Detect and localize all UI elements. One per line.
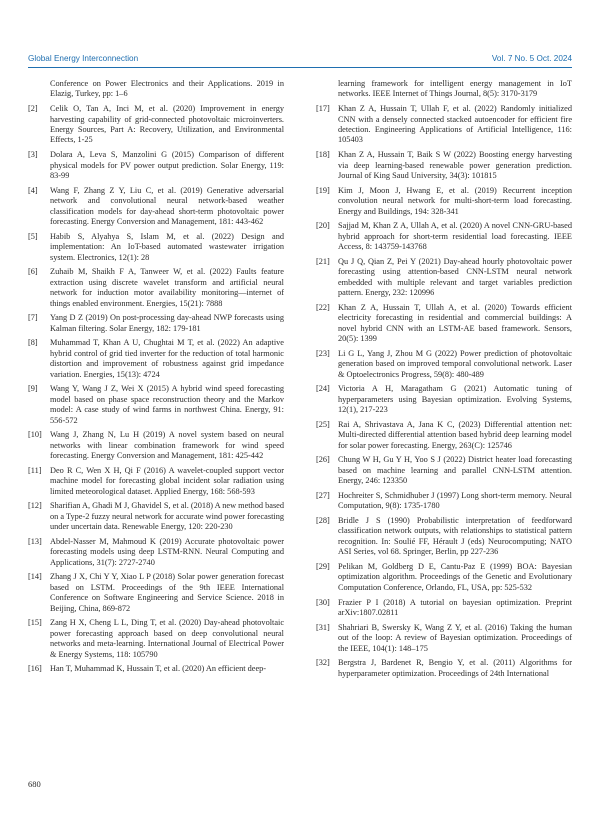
reference-entry <box>316 150 572 181</box>
reference-text: Sajjad M, Khan Z A, Ullah A, et al. (2020) A novel CNN-GRU-based hybrid approach for short-term residential load forecasting. IEEE Access, 8: 143759-143768 <box>338 221 572 252</box>
reference-entry <box>316 104 572 146</box>
reference-number: [23] <box>316 348 330 358</box>
reference-entry <box>28 384 284 426</box>
reference-entry <box>28 104 284 146</box>
reference-text: Muhammad T, Khan A U, Chughtai M T, et al. (2022) An adaptive hybrid control of grid tied inverter for the reduction of total harmonic distortion and improvement of robustness against grid impedance variation. Energies, 15(13): 4724 <box>50 338 284 379</box>
reference-text: Zuhaib M, Shaikh F A, Tanweer W, et al. (2022) Faults feature extraction using discrete wavelet transform and artificial neural network for induction motor availability monitoring—internet of things enabled environment. Energies, 15(21): 7888 <box>50 267 284 308</box>
reference-entry <box>316 623 572 654</box>
reference-text: Zhang J X, Chi Y Y, Xiao L P (2018) Solar power generation forecast based on LSTM. Proceedings of the 9th IEEE International Conference on Software Engineering and Service Science. 2018 in Beijing, China, 869-872 <box>50 572 284 613</box>
reference-text: Wang J, Zhang N, Lu H (2019) A novel system based on neural networks with linear combination framework for wind speed forecasting. Energy Conversion and Management, 181: 425-442 <box>50 430 284 461</box>
reference-entry <box>28 430 284 461</box>
reference-text: Khan Z A, Hussain T, Ullah F, et al. (2022) Randomly initialized CNN with a densely connected stacked autoencoder for efficient fire detection. Engineering Applications of Artificial Intelligence, 116: 105403 <box>338 104 572 145</box>
references-left-column <box>28 79 284 679</box>
reference-number: [21] <box>316 256 330 266</box>
reference-text: Bridle J S (1990) Probabilistic interpretation of feedforward classification network outputs, with relationships to statistical pattern recognition. In: Soulié FF, Hérault J (eds) Neurocomputing; NATO ASI Series, vol 68. Springer, Berlin, pp 227-236 <box>338 516 572 557</box>
reference-entry <box>316 384 572 415</box>
reference-entry <box>316 349 572 380</box>
reference-text: learning framework for intelligent energy management in IoT networks. IEEE Internet of Things Journal, 8(5): 3170-3179 <box>338 79 572 99</box>
reference-entry <box>28 501 284 532</box>
reference-entry <box>28 664 284 674</box>
reference-number: [9] <box>28 384 38 394</box>
header-rule <box>28 67 572 68</box>
reference-text: Wang F, Zhang Z Y, Liu C, et al. (2019) Generative adversarial network and convolutional neural network-based weather classification models for day-ahead short-term photovoltaic power forecasting. Energy Conversion and Management, 181: 443-462 <box>50 185 284 226</box>
reference-number: [14] <box>28 572 42 582</box>
reference-number: [16] <box>28 664 42 674</box>
reference-number: [11] <box>28 465 42 475</box>
reference-text: Victoria A H, Maragatham G (2021) Automatic tuning of hyperparameters using Bayesian optimization. Evolving Systems, 12(1), 217-223 <box>338 384 572 415</box>
reference-number: [8] <box>28 338 38 348</box>
reference-number: [22] <box>316 302 330 312</box>
reference-entry <box>28 186 284 228</box>
reference-number: [29] <box>316 562 330 572</box>
reference-text: Yang D Z (2019) On post-processing day-ahead NWP forecasts using Kalman filtering. Solar Energy, 182: 179-181 <box>50 313 284 333</box>
reference-entry <box>316 516 572 558</box>
reference-number: [31] <box>316 622 330 632</box>
reference-number: [27] <box>316 490 330 500</box>
reference-entry <box>28 466 284 497</box>
reference-number: [32] <box>316 658 330 668</box>
reference-text: Zang H X, Cheng L L, Ding T, et al. (2020) Day-ahead photovoltaic power forecasting approach based on deep convolutional neural networks and meta-learning. International Journal of Electrical Power & Energy Systems, 118: 105790 <box>50 618 284 659</box>
reference-entry <box>28 572 284 614</box>
reference-text: Deo R C, Wen X H, Qi F (2016) A wavelet-coupled support vector machine model for forecasting global incident solar radiation using limited meteorological dataset. Applied Energy, 168: 568-593 <box>50 465 284 496</box>
reference-entry <box>316 598 572 619</box>
reference-number: [28] <box>316 516 330 526</box>
reference-entry <box>316 221 572 252</box>
reference-text: Conference on Power Electronics and their Applications. 2019 in Elazig, Turkey, pp: 1–6 <box>50 79 284 99</box>
reference-number: [7] <box>28 313 38 323</box>
reference-text: Frazier P I (2018) A tutorial on bayesian optimization. Preprint arXiv:1807.02811 <box>338 597 572 618</box>
reference-text: Dolara A, Leva S, Manzolini G (2015) Comparison of different physical models for PV power output prediction. Solar Energy, 119: 83-99 <box>50 150 284 180</box>
reference-number: [26] <box>316 455 330 465</box>
page-number: 680 <box>28 779 41 789</box>
reference-entry <box>316 562 572 593</box>
reference-number: [12] <box>28 501 42 511</box>
reference-number: [15] <box>28 618 42 628</box>
reference-entry <box>28 313 284 334</box>
reference-text: Li G L, Yang J, Zhou M G (2022) Power prediction of photovoltaic generation based on improved temporal convolutional network. Laser & Optoelectronics Progress, 59(8): 480-489 <box>338 348 572 379</box>
reference-text: Chung W H, Gu Y H, Yoo S J (2022) District heater load forecasting based on machine learning and parallel CNN-LSTM attention. Energy, 246: 123350 <box>338 455 572 486</box>
reference-number: [18] <box>316 150 330 160</box>
reference-text: Pelikan M, Goldberg D E, Cantu-Paz E (1999) BOA: Bayesian optimization algorithm. Proceedings of the Genetic and Evolutionary Computation Conference, Orlando, FL, USA, pp: 525-532 <box>338 562 572 592</box>
reference-entry <box>316 455 572 486</box>
reference-text: Shahriari B, Swersky K, Wang Z Y, et al. (2016) Taking the human out of the loop: A review of Bayesian optimization. Proceedings of the IEEE, 104(1): 148–175 <box>338 622 572 653</box>
reference-text: Han T, Muhammad K, Hussain T, et al. (2020) An efficient deep- <box>50 664 267 674</box>
reference-number: [3] <box>28 150 38 160</box>
journal-name: Global Energy Interconnection <box>28 54 139 63</box>
reference-entry <box>28 338 284 380</box>
reference-text: Abdel-Nasser M, Mahmoud K (2019) Accurate photovoltaic power forecasting models using deep LSTM-RNN. Neural Computing and Applications, 31(7): 2727-2740 <box>50 536 284 567</box>
reference-number: [2] <box>28 104 38 114</box>
reference-entry <box>28 537 284 568</box>
reference-text: Qu J Q, Qian Z, Pei Y (2021) Day-ahead hourly photovoltaic power forecasting using attention-based CNN-LSTM neural network embedded with multiple relevant and target variables prediction pattern. Energy, 232: 120996 <box>338 256 572 298</box>
reference-number: [5] <box>28 231 38 241</box>
reference-entry <box>28 267 284 309</box>
reference-number: [19] <box>316 185 330 195</box>
references-right-column <box>316 79 572 683</box>
reference-entry <box>316 658 572 679</box>
reference-text: Kim J, Moon J, Hwang E, et al. (2019) Recurrent inception convolution neural network for multi-short-term load forecasting. Energy and Buildings, 194: 328-341 <box>338 185 572 216</box>
reference-number: [30] <box>316 597 330 607</box>
reference-entry <box>316 257 572 299</box>
issue-info: Vol. 7 No. 5 Oct. 2024 <box>491 54 572 63</box>
reference-text: Khan Z A, Hussain T, Ullah A, et al. (2020) Towards efficient electricity forecasting in residential and commercial buildings: A novel hybrid CNN with an LSTM-AE based framework. Sensors, 20(5): 1399 <box>338 302 572 344</box>
reference-number: [6] <box>28 267 38 277</box>
reference-entry <box>316 303 572 345</box>
reference-number: [24] <box>316 384 330 394</box>
reference-text: Bergstra J, Bardenet R, Bengio Y, et al. (2011) Algorithms for hyperparameter optimization. Proceedings of 24th International <box>338 658 572 678</box>
reference-text: Hochreiter S, Schmidhuber J (1997) Long short-term memory. Neural Computation, 9(8): 1735-1780 <box>338 490 572 511</box>
reference-number: [4] <box>28 185 38 195</box>
reference-entry <box>28 79 284 100</box>
reference-text: Habib S, Alyahya S, Islam M, et al. (2022) Design and implementation: An IoT-based automated wastewater irrigation system. Electronics, 12(1): 28 <box>50 231 284 262</box>
reference-entry <box>316 420 572 451</box>
reference-text: Celik O, Tan A, Inci M, et al. (2020) Improvement in energy harvesting capability of grid-connected photovoltaic microinverters. Energy Sources, Part A: Recovery, Utilization, and Environmental Effects, 1-25 <box>50 104 284 145</box>
reference-text: Rai A, Shrivastava A, Jana K C, (2023) Differential attention net: Multi-directed differential attention based hybrid deep learning model for solar power forecasting. Energy, 263(C): 125746 <box>338 419 572 450</box>
running-header <box>28 54 572 63</box>
reference-entry <box>28 232 284 263</box>
reference-number: [13] <box>28 536 42 546</box>
reference-entry <box>28 150 284 181</box>
reference-entry <box>316 491 572 512</box>
reference-number: [20] <box>316 221 330 231</box>
reference-text: Sharifian A, Ghadi M J, Ghavidel S, et al. (2018) A new method based on a Type-2 fuzzy neural network for accurate wind power forecasting under uncertain data. Renewable Energy, 120: 220-230 <box>50 501 284 532</box>
reference-text: Wang Y, Wang J Z, Wei X (2015) A hybrid wind speed forecasting model based on phase space reconstruction theory and the Markov model: A case study of wind farms in northwest China. Energy, 91: 556-572 <box>50 384 284 425</box>
reference-entry <box>316 186 572 217</box>
reference-number: [10] <box>28 430 42 440</box>
reference-entry <box>316 79 572 100</box>
reference-number: [17] <box>316 104 330 114</box>
reference-entry <box>28 618 284 660</box>
reference-text: Khan Z A, Hussain T, Baik S W (2022) Boosting energy harvesting via deep learning-based renewable power generation prediction. Journal of King Saud University, 34(3): 101815 <box>338 150 572 180</box>
reference-number: [25] <box>316 419 330 429</box>
